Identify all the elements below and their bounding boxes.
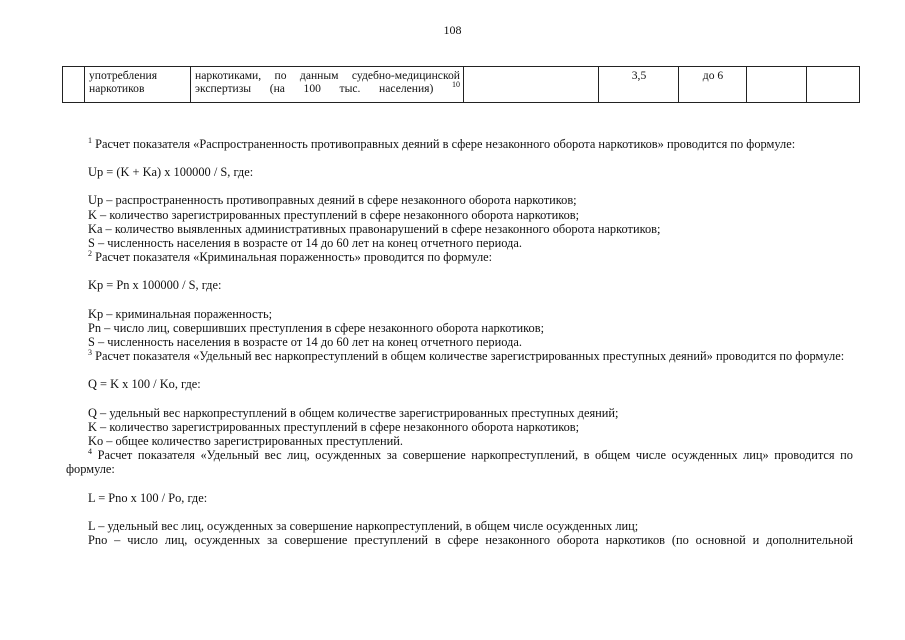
- footnote-1-intro: $^1$ Расчет показателя «Распространенность противоправных деяний в сфере незаконного оборота наркотиков» проводится по формуле:: [88, 135, 796, 151]
- definition-line: Up – распространенность противоправных деяний в сфере незаконного оборота наркотиков;: [88, 193, 577, 208]
- definition-line: Kp – криминальная пораженность;: [88, 306, 273, 321]
- table-cell-empty: [747, 67, 807, 103]
- table-cell-number: [63, 67, 85, 103]
- formula-kp: Kp = Pn x 100000 / S, где:: [88, 278, 222, 293]
- footnote-ref: 10: [452, 80, 461, 90]
- table-row: [63, 67, 860, 103]
- definition-line: Pno – число лиц, осужденных за совершение преступлений в сфере незаконного оборота наркотиков (по основной и дополнительной: [88, 533, 853, 548]
- formula-l: L = Pno x 100 / Po, где:: [88, 490, 208, 505]
- footnote-3-intro: $^3$ Расчет показателя «Удельный вес наркопреступлений в общем количестве зарегистрированных преступных деяний» проводится по формуле:: [88, 348, 845, 364]
- definition-line: Pn – число лиц, совершивших преступления в сфере незаконного оборота наркотиков;: [88, 320, 545, 335]
- table-cell-description: наркотиками, по данным судебно-медицинской экспертизы (на 100 тыс. населения) $^{10}$: [191, 67, 464, 103]
- footnotes-block: [66, 137, 853, 547]
- table-cell-target: до 6: [679, 67, 747, 103]
- continuation-table: [62, 66, 860, 103]
- formula-up: Up = (K + Ka) x 100000 / S, где:: [88, 165, 254, 180]
- definition-line: S – численность населения в возрасте от 14 до 60 лет на конец отчетного периода.: [88, 236, 522, 251]
- definition-line: S – численность населения в возрасте от 14 до 60 лет на конец отчетного периода.: [88, 335, 522, 350]
- table-cell-value: 3,5: [599, 67, 679, 103]
- definition-line: L – удельный вес лиц, осужденных за совершение наркопреступлений, в общем числе осужденных лиц;: [88, 518, 639, 533]
- definition-line: K – количество зарегистрированных преступлений в сфере незаконного оборота наркотиков;: [88, 207, 580, 222]
- definition-line: Ka – количество выявленных административных правонарушений в сфере незаконного оборота наркотиков;: [88, 221, 661, 236]
- definition-line: Q – удельный вес наркопреступлений в общем количестве зарегистрированных преступных деяний;: [88, 405, 619, 420]
- table-cell-empty: [464, 67, 599, 103]
- table-cell-indicator: употребления наркотиков: [85, 67, 191, 103]
- definition-line: K – количество зарегистрированных преступлений в сфере незаконного оборота наркотиков;: [88, 419, 580, 434]
- definition-line: Ko – общее количество зарегистрированных преступлений.: [88, 434, 403, 449]
- page-number: 108: [443, 23, 462, 37]
- footnote-2-intro: $^2$ Расчет показателя «Криминальная пораженность» проводится по формуле:: [88, 249, 493, 265]
- formula-q: Q = K x 100 / Ko, где:: [88, 377, 201, 392]
- table-cell-empty: [807, 67, 860, 103]
- footnote-4-intro: $^4$ Расчет показателя «Удельный вес лиц, осужденных за совершение наркопреступлений, в общем числе осужденных лиц» проводится по формуле:: [66, 447, 853, 477]
